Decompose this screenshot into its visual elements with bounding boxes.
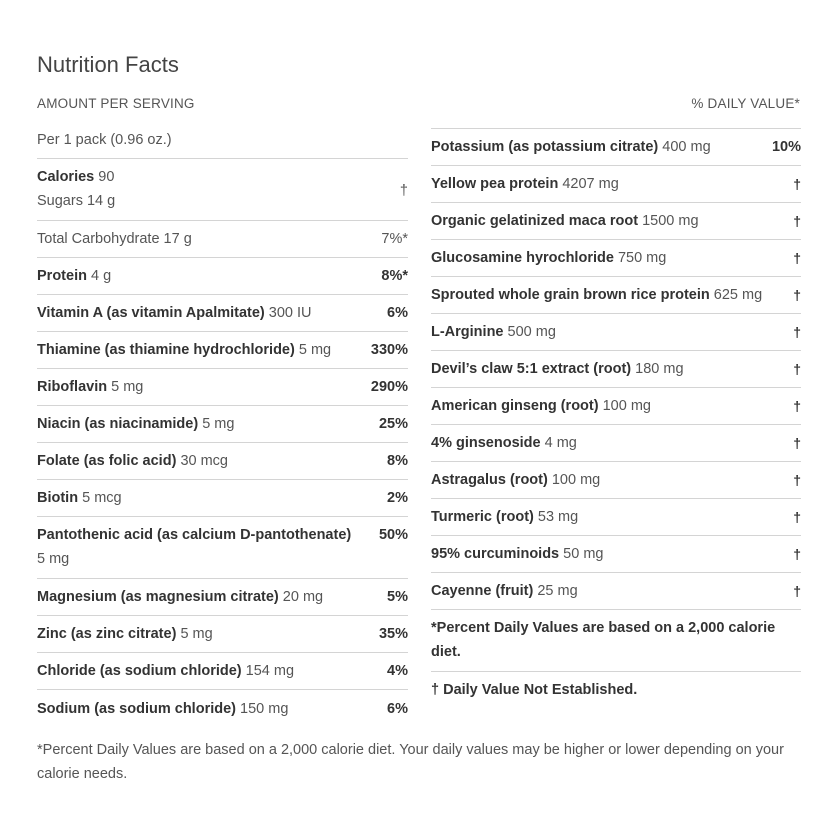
nutrient-amount: 500 mg <box>507 324 556 340</box>
nutrient-dv: 8%* <box>381 268 408 284</box>
nutrient-name: Zinc (as zinc citrate) <box>37 626 177 642</box>
nutrient-name: Devil’s claw 5:1 extract (root) <box>431 361 632 377</box>
nutrient-row <box>37 295 408 332</box>
nutrient-amount: 20 mg <box>282 589 324 605</box>
nutrient-amount: 100 mg <box>551 472 601 488</box>
nutrient-dv: 4% <box>387 663 408 679</box>
nutrient-dv: 10% <box>771 139 801 155</box>
page-title: Nutrition Facts <box>37 52 179 77</box>
nutrient-name: Turmeric (root) <box>431 509 534 525</box>
nutrient-row <box>431 461 801 498</box>
nutrient-amount: 5 mg <box>298 342 332 358</box>
nutrient-name: Organic gelatinized maca root <box>431 213 639 229</box>
nutrient-amount: 150 mg <box>240 700 289 717</box>
nutrient-amount: 400 mg <box>662 139 711 155</box>
nutrient-amount: 4207 mg <box>562 176 619 192</box>
nutrient-amount: 1500 mg <box>642 213 699 229</box>
nutrient-name: Sprouted whole grain brown rice protein <box>431 287 710 303</box>
nutrient-amount: 4 mg <box>544 435 577 451</box>
nutrient-amount: 5 mg <box>180 626 213 642</box>
nutrient-amount: 625 mg <box>713 287 763 303</box>
nutrient-name: 4% ginsenoside <box>431 435 541 451</box>
nutrient-amount: 5 mcg <box>82 490 122 506</box>
nutrient-name: 95% curcuminoids <box>431 546 560 562</box>
nutrient-name: Sodium (as sodium chloride) <box>37 700 236 717</box>
left-column <box>37 122 408 727</box>
nutrient-row <box>37 616 408 653</box>
nutrient-row <box>431 276 801 313</box>
nutrient-row <box>37 579 408 616</box>
nutrient-row <box>431 424 801 461</box>
nutrient-name: Cayenne (fruit) <box>431 583 534 599</box>
dagger-icon: † <box>793 472 801 488</box>
calories-row <box>37 159 408 221</box>
nutrient-dv: 5% <box>387 589 408 605</box>
percent-daily-value-note: *Percent Daily Values are based on a 2,000 calorie diet. <box>431 609 801 671</box>
nutrient-row <box>37 369 408 406</box>
nutrient-name: Potassium (as potassium citrate) <box>431 139 659 155</box>
nutrient-amount: 300 IU <box>268 305 312 321</box>
nutrient-dv: 25% <box>378 416 408 432</box>
nutrient-amount: 50 mg <box>563 546 604 562</box>
nutrient-row <box>431 313 801 350</box>
calories-value: 90 <box>98 169 115 185</box>
dagger-icon: † <box>793 398 801 414</box>
nutrient-row <box>37 406 408 443</box>
dagger-icon: † <box>793 583 801 599</box>
nutrient-amount: 5 mg <box>37 551 70 567</box>
nutrient-dv: 6% <box>387 700 408 717</box>
nutrient-dv: 50% <box>378 527 408 543</box>
nutrient-amount: 30 mcg <box>180 453 228 469</box>
nutrient-amount: 180 mg <box>635 361 684 377</box>
nutrient-dv: 290% <box>370 379 408 395</box>
nutrient-row <box>431 239 801 276</box>
dagger-icon: † <box>793 361 801 377</box>
nutrient-amount: 100 mg <box>602 398 651 414</box>
nutrient-dv: 35% <box>378 626 408 642</box>
dagger-icon: † <box>793 176 801 192</box>
nutrient-dv: 330% <box>370 342 408 358</box>
nutrient-amount: 5 mg <box>202 416 235 432</box>
dagger-icon: † <box>793 435 801 451</box>
dagger-icon: † <box>793 324 801 340</box>
nutrient-dv: 6% <box>387 305 408 321</box>
nutrient-name: Glucosamine hyrochloride <box>431 250 614 266</box>
nutrient-row <box>37 221 408 258</box>
nutrient-name: American ginseng (root) <box>431 398 599 414</box>
nutrient-amount: 25 mg <box>537 583 578 599</box>
amount-per-serving-header: AMOUNT PER SERVING <box>37 96 195 111</box>
nutrient-name: Yellow pea protein <box>431 176 559 192</box>
dagger-icon: † <box>793 509 801 525</box>
nutrient-amount: 53 mg <box>537 509 579 525</box>
nutrient-row <box>431 202 801 239</box>
nutrient-row <box>431 498 801 535</box>
nutrient-row <box>37 443 408 480</box>
sugars-label: Sugars 14 g <box>37 193 116 209</box>
nutrient-name: Chloride (as sodium chloride) <box>37 663 242 679</box>
nutrient-name: Biotin <box>37 490 79 506</box>
nutrient-amount: 5 mg <box>111 379 144 395</box>
nutrient-row <box>431 165 801 202</box>
nutrient-name: Riboflavin <box>37 379 108 395</box>
right-column <box>431 128 801 708</box>
nutrient-row <box>37 517 408 579</box>
nutrient-row <box>37 258 408 295</box>
nutrient-name: Protein <box>37 268 87 284</box>
nutrient-name: Magnesium (as magnesium citrate) <box>37 589 279 605</box>
serving-size-row <box>37 122 408 159</box>
dagger-icon: † <box>793 250 801 266</box>
nutrient-row <box>431 350 801 387</box>
nutrient-row <box>37 690 408 727</box>
nutrient-row <box>37 653 408 690</box>
nutrient-amount: 750 mg <box>617 250 667 266</box>
dagger-icon: † <box>793 287 801 303</box>
nutrient-name: Pantothenic acid (as calcium D-pantothenate) <box>37 527 352 543</box>
nutrient-amount: 154 mg <box>245 663 295 679</box>
daily-value-header: % DAILY VALUE* <box>691 96 800 111</box>
nutrient-row <box>431 572 801 609</box>
nutrient-row <box>37 480 408 517</box>
nutrient-name: Vitamin A (as vitamin Apalmitate) <box>37 305 265 321</box>
serving-size: Per 1 pack (0.96 oz.) <box>37 132 172 148</box>
dagger-icon: † <box>793 546 801 562</box>
nutrient-row <box>431 128 801 165</box>
nutrient-row <box>431 387 801 424</box>
nutrient-row <box>37 332 408 369</box>
nutrient-dv: 8% <box>387 453 408 469</box>
nutrient-dv: 2% <box>387 490 408 506</box>
nutrient-dv: 7%* <box>381 231 408 247</box>
nutrient-name: Niacin (as niacinamide) <box>37 416 199 432</box>
footnote: *Percent Daily Values are based on a 2,000 calorie diet. Your daily values may be higher or lower depending on your calorie needs. <box>37 742 784 782</box>
nutrient-name: Total Carbohydrate 17 g <box>37 231 192 247</box>
dagger-note: † Daily Value Not Established. <box>431 671 801 708</box>
nutrient-name: Thiamine (as thiamine hydrochloride) <box>37 342 295 358</box>
nutrient-name: Astragalus (root) <box>431 472 548 488</box>
nutrient-name: L-Arginine <box>431 324 504 340</box>
calories-label: Calories <box>37 169 95 185</box>
nutrient-amount: 4 g <box>90 268 112 284</box>
nutrient-name: Folate (as folic acid) <box>37 453 177 469</box>
dagger-icon: † <box>793 213 801 229</box>
sugars-dv: † <box>399 183 408 199</box>
nutrient-row <box>431 535 801 572</box>
